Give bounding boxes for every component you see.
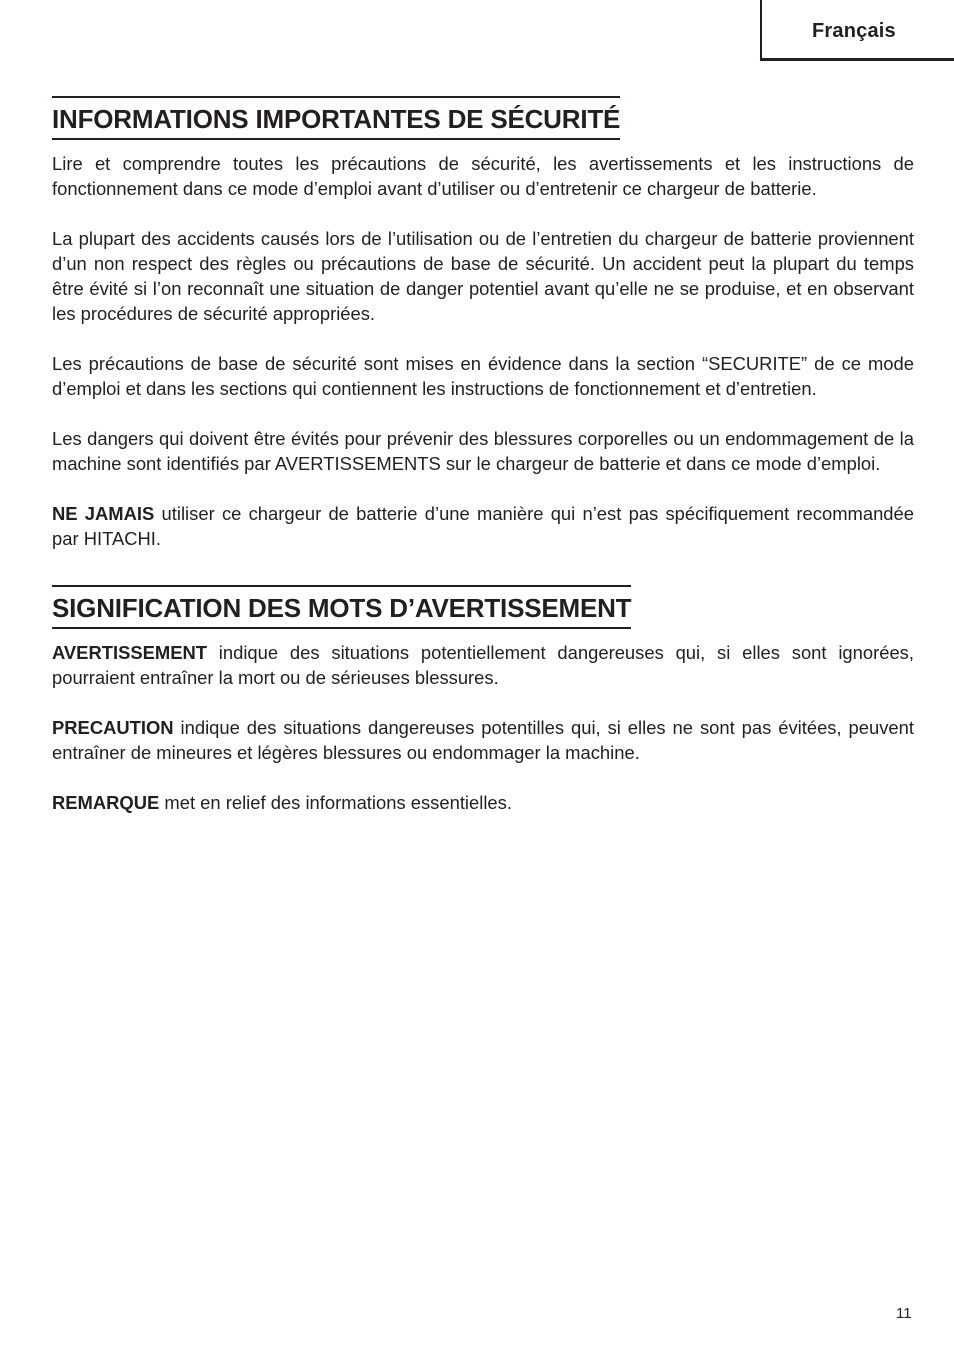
language-tab [760, 0, 954, 61]
definition-term: REMARQUE [52, 792, 160, 813]
page-content [52, 96, 914, 815]
page-number: 11 [896, 1305, 912, 1322]
definition-text: indique des situations dangereuses potentilles qui, si elles ne sont pas évitées, peuvent entraîner de mineures et légères blessures ou endommager la machine. [52, 717, 914, 763]
safety-paragraph: Les précautions de base de sécurité sont mises en évidence dans la section “SECURITE” de ce mode d’emploi et dans les sections qui contiennent les instructions de fonctionnement et d’entretien. [52, 353, 914, 399]
definition-term: PRECAUTION [52, 717, 174, 738]
section-signal-words-heading-wrap [52, 585, 914, 629]
never-label: NE JAMAIS [52, 503, 155, 524]
definition-text: met en relief des informations essentielles. [159, 792, 512, 813]
definition-text: indique des situations potentiellement dangereuses qui, si elles sont ignorées, pourraient entraîner la mort ou de sérieuses blessures. [52, 642, 914, 688]
language-tab-label: Français [812, 20, 896, 42]
safety-paragraph: La plupart des accidents causés lors de l’utilisation ou de l’entretien du chargeur de batterie proviennent d’un non respect des règles ou précautions de base de sécurité. Un accident peut la plupart du temps être évité si l’on reconnaît une situation de danger potentiel avant qu’elle ne se produise, et en observant les procédures de sécurité appropriées. [52, 228, 914, 324]
definition-caution [52, 715, 914, 765]
never-text: utiliser ce chargeur de batterie d’une manière qui n’est pas spécifiquement recommandée par HITACHI. [52, 503, 914, 549]
section-signal-words-title: SIGNIFICATION DES MOTS D’AVERTISSEMENT [52, 585, 631, 629]
safety-paragraph: Lire et comprendre toutes les précautions de sécurité, les avertissements et les instructions de fonctionnement dans ce mode d’emploi avant d’utiliser ou d’entretenir ce chargeur de batterie. [52, 153, 914, 199]
definition-note [52, 790, 914, 815]
never-paragraph [52, 501, 914, 551]
section-safety-heading-wrap [52, 96, 914, 140]
definition-term: AVERTISSEMENT [52, 642, 207, 663]
safety-paragraph: Les dangers qui doivent être évités pour prévenir des blessures corporelles ou un endommagement de la machine sont identifiés par AVERTISSEMENTS sur le chargeur de batterie et dans ce mode d’emploi. [52, 428, 914, 474]
section-safety-title: INFORMATIONS IMPORTANTES DE SÉCURITÉ [52, 96, 620, 140]
definition-warning [52, 640, 914, 690]
